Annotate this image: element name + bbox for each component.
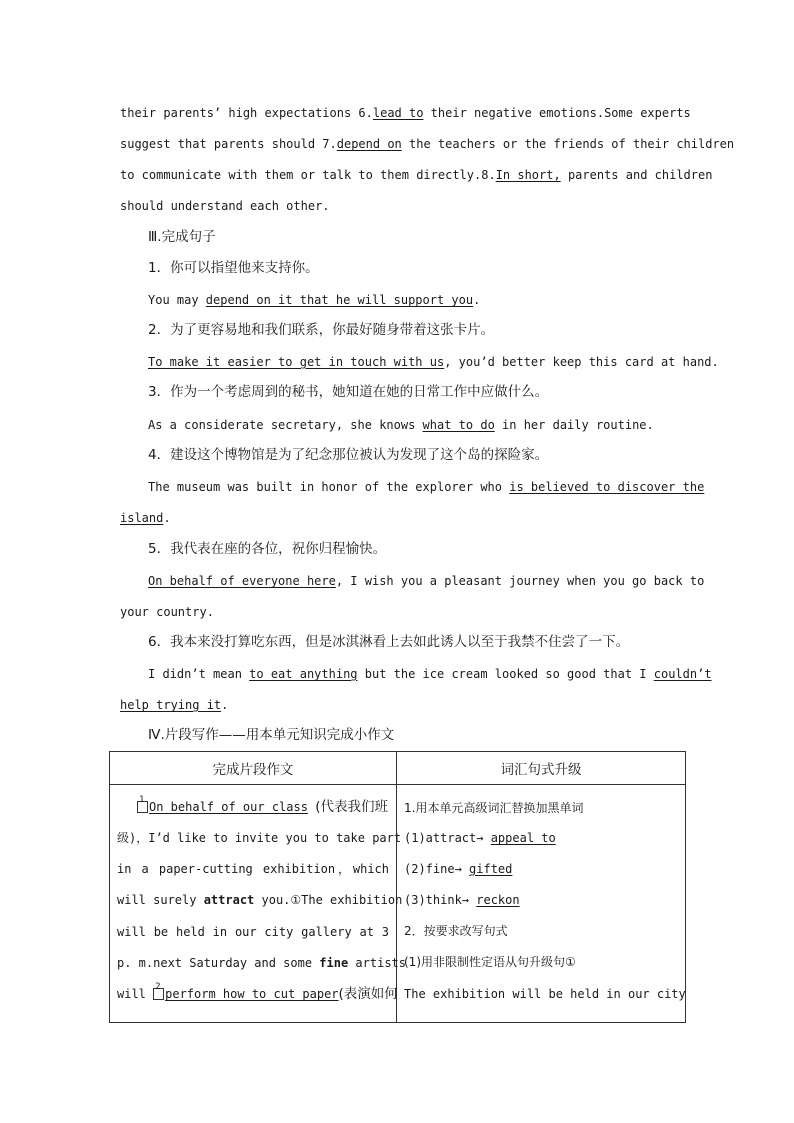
question-2-cn: 2．为了更容易地和我们联系，你最好随身带着这张卡片。: [148, 322, 495, 338]
paragraph-writing-cell: [110, 785, 406, 1023]
answer-6-fill-2-cont: help trying it: [120, 698, 222, 712]
upgrade-heading-1: 1.用本单元高级词汇替换加黑单词: [404, 801, 584, 815]
answer-blank-7: depend on: [336, 137, 402, 151]
passage-line-4: should understand each other.: [120, 199, 330, 213]
answer-2: To make it easier to get in touch with us, you’d better keep this card at hand.: [148, 355, 719, 369]
question-4-cn: 4．建设这个博物馆是为了纪念那位被认为发现了这个岛的探险家。: [148, 447, 549, 463]
answer-3: As a considerate secretary, she knows what to do in her daily routine.: [148, 418, 654, 432]
answer-4-fill-cont: island: [120, 511, 164, 525]
upgrade-line-think: (3)think→ reckon: [404, 893, 520, 907]
upgrade-instruction-1: (1)用非限制性定语从句升级句①: [404, 955, 576, 969]
upgrade-fill-appeal-to: appeal to: [490, 831, 556, 845]
writing-fill-2: perform how to cut paper: [165, 987, 339, 1001]
passage-line-3: to communicate with them or talk to them directly.8.In short, parents and children: [120, 168, 713, 182]
answer-4-line-2: island.: [120, 511, 171, 525]
answer-6-line-2: help trying it.: [120, 698, 229, 712]
upgrade-heading-2: 2．按要求改写句式: [404, 924, 508, 938]
table-header-right: 词汇句式升级: [397, 752, 686, 785]
question-1-cn: 1．你可以指望他来支持你。: [148, 260, 319, 276]
answer-2-fill: To make it easier to get in touch with us: [148, 355, 445, 369]
writing-line-3: in a paper-cutting exhibition，which: [117, 862, 389, 876]
writing-line-1: 1 On behalf of our class (代表我们班: [139, 795, 388, 815]
answer-4-fill: is believed to discover the: [509, 480, 705, 494]
upgrade-fill-reckon: reckon: [476, 893, 520, 907]
upgrade-sentence-1: The exhibition will be held in our city: [404, 987, 686, 1001]
question-5-cn: 5．我代表在座的各位，祝你归程愉快。: [148, 541, 387, 557]
writing-line-5: will be held in our city gallery at 3: [117, 925, 389, 939]
upgrade-line-attract: (1)attract→ appeal to: [404, 831, 556, 845]
writing-line-2: 级)，I’d like to invite you to take part: [117, 831, 402, 845]
answer-4-line-1: The museum was built in honor of the explorer who is believed to discover the: [148, 480, 705, 494]
question-3-cn: 3．作为一个考虑周到的秘书，她知道在她的日常工作中应做什么。: [148, 384, 549, 400]
question-6-cn: 6．我本来没打算吃东西，但是冰淇淋看上去如此诱人以至于我禁不住尝了一下。: [148, 634, 630, 650]
section-4-title: Ⅳ.片段写作——用本单元知识完成小作文: [148, 727, 395, 743]
answer-6-line-1: I didn’t mean to eat anything but the ice cream looked so good that I couldn’t: [148, 667, 712, 681]
answer-1: You may depend on it that he will support you.: [148, 293, 481, 307]
upgrade-cell: [397, 785, 686, 1023]
blank-marker-2: 2: [153, 988, 164, 1000]
passage-line-1: their parents’ high expectations 6.lead to their negative emotions.Some experts: [120, 106, 691, 120]
answer-3-fill: what to do: [422, 418, 495, 432]
answer-5-fill: On behalf of everyone here: [148, 574, 336, 588]
answer-5-line-1: On behalf of everyone here, I wish you a pleasant journey when you go back to: [148, 574, 705, 588]
writing-line-6: p. m.next Saturday and some fine artists: [117, 956, 406, 970]
upgrade-fill-gifted: gifted: [469, 862, 513, 876]
bold-word-fine: fine: [319, 956, 349, 970]
writing-table: [109, 751, 686, 1023]
answer-blank-8: In short,: [495, 168, 561, 182]
blank-marker-1: 1: [137, 801, 148, 813]
writing-fill-1: On behalf of our class: [149, 800, 308, 814]
answer-6-fill-1: to eat anything: [249, 667, 358, 681]
writing-line-7: will 2 perform how to cut paper(表演如何: [117, 982, 398, 1002]
section-3-title: Ⅲ.完成句子: [148, 229, 216, 245]
upgrade-line-fine: (2)fine→ gifted: [404, 862, 513, 876]
passage-line-2: suggest that parents should 7.depend on the teachers or the friends of their children: [120, 137, 735, 151]
writing-line-4: will surely attract you.①The exhibition: [117, 893, 403, 907]
bold-word-attract: attract: [203, 893, 255, 907]
answer-1-fill: depend on it that he will support you: [205, 293, 474, 307]
answer-6-fill-2: couldn’t: [653, 667, 712, 681]
table-header-left: 完成片段作文: [110, 752, 397, 785]
answer-blank-6: lead to: [372, 106, 424, 120]
answer-5-line-2: your country.: [120, 605, 214, 619]
